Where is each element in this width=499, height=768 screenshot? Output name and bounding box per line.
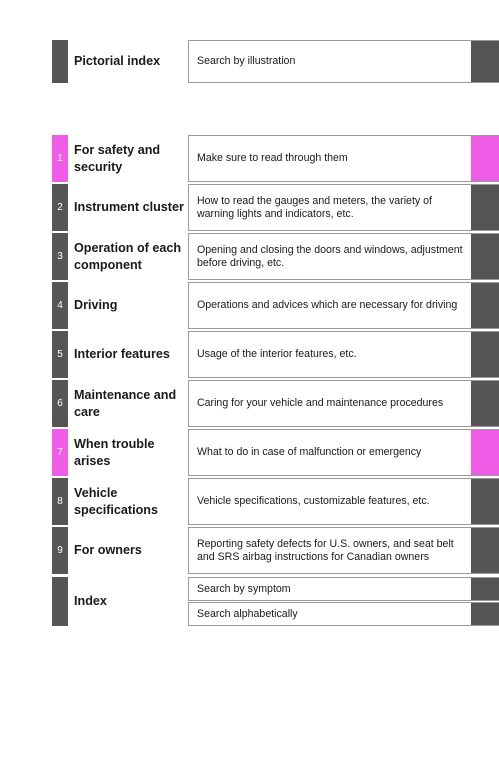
index-alphabetical-label: Search alphabetically xyxy=(197,607,298,620)
chapter-title: For owners xyxy=(74,543,142,558)
pictorial-index-title: Pictorial index xyxy=(74,54,161,69)
chapter-box xyxy=(188,380,499,427)
chapter-tab-7[interactable] xyxy=(471,430,499,475)
chapter-description: What to do in case of malfunction or emergency xyxy=(197,446,422,459)
chapter-tab-9[interactable] xyxy=(471,528,499,573)
chapter-box xyxy=(188,429,499,476)
index-alphabetical-tab[interactable] xyxy=(471,603,499,625)
chapter-number: 9 xyxy=(52,527,68,574)
chapter-row-6[interactable] xyxy=(52,380,499,427)
chapter-number: 1 xyxy=(52,135,68,182)
pictorial-index-box xyxy=(188,40,499,83)
chapter-row-1[interactable] xyxy=(52,135,499,182)
chapter-box xyxy=(188,527,499,574)
pictorial-index-description: Search by illustration xyxy=(197,55,296,68)
pictorial-index-row[interactable] xyxy=(52,40,499,83)
chapter-box xyxy=(188,135,499,182)
chapter-number: 8 xyxy=(52,478,68,525)
chapter-row-2[interactable] xyxy=(52,184,499,231)
chapter-description: Usage of the interior features, etc. xyxy=(197,348,357,361)
chapter-title: Operation of each component xyxy=(74,241,182,272)
index-by-symptom-label: Search by symptom xyxy=(197,582,291,595)
index-alphabetical-box[interactable] xyxy=(188,602,499,626)
chapter-row-8[interactable] xyxy=(52,478,499,525)
pictorial-index-marker xyxy=(52,40,68,83)
index-marker xyxy=(52,577,68,626)
chapter-title: Instrument cluster xyxy=(74,200,184,215)
chapter-tab-8[interactable] xyxy=(471,479,499,524)
chapter-row-9[interactable] xyxy=(52,527,499,574)
chapter-title: When trouble arises xyxy=(74,437,155,468)
chapter-row-4[interactable] xyxy=(52,282,499,329)
chapter-tab-2[interactable] xyxy=(471,185,499,230)
chapter-title: Vehicle specifications xyxy=(74,486,158,517)
index-title: Index xyxy=(74,594,107,609)
chapter-row-5[interactable] xyxy=(52,331,499,378)
chapter-number: 7 xyxy=(52,429,68,476)
chapter-description: Opening and closing the doors and windows, adjustment before driving, etc. xyxy=(197,243,463,269)
chapter-number: 5 xyxy=(52,331,68,378)
chapter-description: Operations and advices which are necessary for driving xyxy=(197,299,458,312)
chapter-tab-6[interactable] xyxy=(471,381,499,426)
chapter-description: How to read the gauges and meters, the variety of warning lights and indicators, etc. xyxy=(197,194,432,220)
chapter-tab-1[interactable] xyxy=(471,136,499,181)
chapter-box xyxy=(188,478,499,525)
chapter-row-3[interactable] xyxy=(52,233,499,280)
chapter-box xyxy=(188,331,499,378)
chapter-tab-4[interactable] xyxy=(471,283,499,328)
chapter-description: Caring for your vehicle and maintenance procedures xyxy=(197,397,444,410)
chapter-box xyxy=(188,282,499,329)
chapter-description: Reporting safety defects for U.S. owners, and seat belt and SRS airbag instructions for Canadian owners xyxy=(197,537,454,563)
index-by-symptom-box[interactable] xyxy=(188,577,499,601)
index-row xyxy=(52,577,499,626)
chapter-title: Driving xyxy=(74,298,118,313)
chapter-title: For safety and security xyxy=(74,143,161,174)
chapter-box xyxy=(188,184,499,231)
chapter-tab-5[interactable] xyxy=(471,332,499,377)
chapter-description: Make sure to read through them xyxy=(197,152,348,165)
chapter-number: 3 xyxy=(52,233,68,280)
chapter-title: Maintenance and care xyxy=(74,388,177,419)
chapter-box xyxy=(188,233,499,280)
chapter-row-7[interactable] xyxy=(52,429,499,476)
chapter-tab-3[interactable] xyxy=(471,234,499,279)
chapter-number: 4 xyxy=(52,282,68,329)
chapter-description: Vehicle specifications, customizable features, etc. xyxy=(197,495,430,508)
index-by-symptom-tab[interactable] xyxy=(471,578,499,600)
pictorial-index-tab[interactable] xyxy=(471,41,499,82)
chapter-number: 6 xyxy=(52,380,68,427)
chapter-number: 2 xyxy=(52,184,68,231)
chapter-title: Interior features xyxy=(74,347,170,362)
